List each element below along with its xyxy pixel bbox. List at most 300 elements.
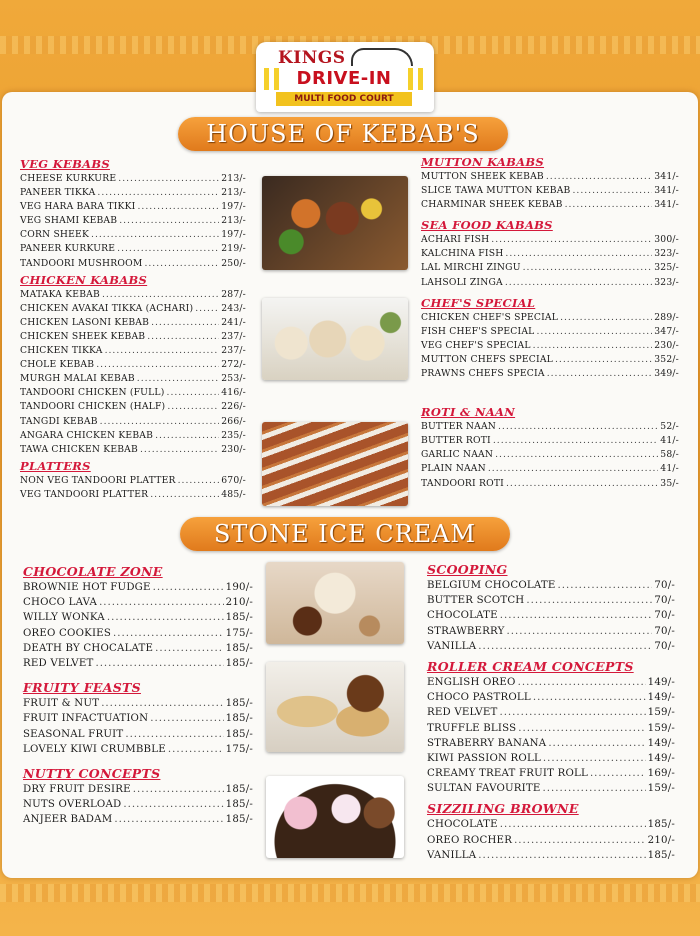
waffle-bowl-photo — [266, 662, 404, 752]
item-price: 149/- — [647, 752, 675, 764]
item-name: WILLY WONKA — [23, 612, 105, 624]
item-price: 175/- — [225, 743, 253, 755]
item-price: 213/- — [221, 215, 246, 227]
dot-leader — [590, 766, 646, 781]
item-price: 185/- — [225, 698, 253, 710]
bottom-border-pattern — [0, 884, 700, 902]
item-price: 169/- — [647, 768, 675, 780]
item-name: CHICKEN AVAKAI TIKKA (ACHARI) — [20, 302, 194, 314]
dot-leader — [491, 233, 652, 247]
menu-item — [20, 228, 246, 242]
item-price: 323/- — [654, 276, 679, 288]
section-title: VEG KEBABS — [20, 157, 110, 171]
item-name: DRY FRUIT DESIRE — [23, 783, 131, 795]
menu-item — [23, 797, 253, 812]
item-price: 185/- — [225, 728, 253, 740]
dot-leader — [478, 848, 645, 863]
dot-leader — [123, 797, 223, 812]
item-price: 41/- — [660, 435, 679, 447]
dot-leader — [546, 170, 652, 184]
item-price: 185/- — [225, 814, 253, 826]
menu-item — [20, 415, 246, 429]
logo-kings-text: KINGS — [278, 48, 346, 68]
menu-item — [427, 721, 675, 736]
section-title: CHOCOLATE ZONE — [23, 564, 163, 579]
item-name: CHICKEN TIKKA — [20, 345, 103, 357]
item-price: 70/- — [654, 595, 675, 607]
menu-item — [421, 198, 679, 212]
dot-leader — [507, 624, 653, 639]
menu-item — [421, 477, 679, 491]
dot-leader — [533, 690, 646, 705]
item-name: LAL MIRCHI ZINGU — [421, 262, 521, 274]
menu-item — [20, 358, 246, 372]
dot-leader — [500, 608, 653, 623]
dot-leader — [105, 344, 220, 358]
menu-item — [20, 474, 246, 488]
menu-item — [23, 711, 253, 726]
menu-item — [421, 325, 679, 339]
dot-leader — [495, 448, 658, 462]
menu-item — [20, 200, 246, 214]
menu-item — [427, 675, 675, 690]
ice-right-column — [427, 561, 675, 863]
dot-leader — [526, 593, 652, 608]
item-name: SLICE TAWA MUTTON KEBAB — [421, 185, 571, 197]
menu-item — [421, 247, 679, 261]
item-price: 323/- — [654, 248, 679, 260]
dot-leader — [547, 367, 653, 381]
item-price: 241/- — [221, 316, 246, 328]
item-price: 287/- — [221, 288, 246, 300]
dot-leader — [498, 420, 658, 434]
item-name: CHEESE KURKURE — [20, 173, 117, 184]
item-name: CHOCOLATE — [427, 819, 498, 831]
sundae-bowls-photo — [266, 776, 404, 858]
item-name: CHARMINAR SHEEK KEBAB — [421, 199, 563, 211]
item-name: FRUIT INFACTUATION — [23, 713, 149, 725]
dot-leader — [119, 214, 219, 228]
item-name: MUTTON SHEEK KEBAB — [421, 171, 544, 182]
menu-item — [427, 624, 675, 639]
car-icon — [351, 48, 413, 66]
menu-item — [427, 690, 675, 705]
dot-leader — [548, 736, 645, 751]
item-price: 185/- — [225, 657, 253, 669]
item-price: 230/- — [654, 339, 679, 351]
item-name: GARLIC NAAN — [421, 449, 494, 461]
item-price: 70/- — [654, 640, 675, 652]
item-price: 325/- — [654, 262, 679, 274]
dot-leader — [91, 228, 219, 242]
item-name: CHICKEN CHEF'S SPECIAL — [421, 311, 559, 323]
item-price: 52/- — [660, 421, 679, 433]
kebab-platter-photo — [262, 176, 408, 270]
item-name: TANDOORI ROTI — [421, 477, 505, 489]
item-price: 235/- — [221, 429, 246, 441]
menu-item — [23, 595, 253, 610]
item-name: CHOCOLATE — [427, 610, 498, 622]
dot-leader — [150, 488, 219, 502]
menu-item — [421, 434, 679, 448]
item-price: 416/- — [221, 387, 246, 399]
menu-item — [427, 751, 675, 766]
section-title: CHEF'S SPECIAL — [421, 295, 536, 310]
item-price: 341/- — [654, 199, 679, 211]
item-name: DEATH BY CHOCALATE — [23, 642, 154, 654]
item-price: 70/- — [654, 625, 675, 637]
item-price: 237/- — [221, 330, 246, 342]
menu-item — [427, 766, 675, 781]
section-title: FRUITY FEASTS — [23, 680, 141, 696]
dot-leader — [565, 198, 653, 212]
menu-item — [20, 386, 246, 400]
menu-section — [23, 765, 253, 828]
ice-left-column — [23, 563, 253, 827]
item-name: SULTAN FAVOURITE — [427, 783, 541, 795]
logo-subtitle: MULTI FOOD COURT — [276, 92, 412, 106]
menu-item — [421, 184, 679, 198]
item-name: TAWA CHICKEN KEBAB — [20, 443, 138, 455]
menu-item — [20, 372, 246, 386]
item-name: CHICKEN SHEEK KEBAB — [20, 330, 146, 342]
menu-item — [421, 420, 679, 434]
menu-section — [23, 679, 253, 757]
item-price: 272/- — [221, 359, 246, 371]
menu-item — [427, 705, 675, 720]
item-price: 159/- — [647, 722, 675, 734]
menu-item — [421, 170, 679, 184]
dot-leader — [95, 656, 223, 671]
dot-leader — [178, 474, 220, 488]
menu-item — [20, 316, 246, 330]
menu-section — [23, 563, 253, 671]
item-name: ENGLISH OREO — [427, 676, 516, 688]
menu-item — [20, 330, 246, 344]
logo-drive-in-text: DRIVE-IN — [264, 68, 424, 90]
item-name: TRUFFLE BLISS — [427, 722, 517, 734]
dot-leader — [493, 434, 658, 448]
dot-leader — [555, 353, 652, 367]
item-name: MATAKA KEBAB — [20, 288, 100, 300]
section-title: ROLLER CREAM CONCEPTS — [427, 658, 634, 674]
menu-item — [427, 833, 675, 848]
section-title: MUTTON KABABS — [421, 155, 545, 169]
item-price: 210/- — [225, 597, 253, 609]
dot-leader — [533, 339, 653, 353]
item-price: 58/- — [660, 449, 679, 461]
item-price: 159/- — [647, 707, 675, 719]
item-price: 210/- — [647, 834, 675, 846]
menu-item — [421, 462, 679, 476]
dot-leader — [114, 812, 223, 827]
item-price: 197/- — [221, 201, 246, 213]
section-title: CHICKEN KABABS — [20, 272, 148, 287]
item-price: 190/- — [225, 582, 253, 593]
menu-section — [20, 157, 246, 271]
kebab-left-column — [20, 157, 246, 502]
menu-item — [20, 400, 246, 414]
menu-item — [421, 448, 679, 462]
item-name: TANGDI KEBAB — [20, 415, 98, 427]
item-name: STRAWBERRY — [427, 625, 505, 637]
item-name: VANILLA — [427, 640, 477, 652]
dot-leader — [147, 330, 219, 344]
item-name: PLAIN NAAN — [421, 463, 486, 475]
menu-item — [427, 817, 675, 832]
item-name: ANGARA CHICKEN KEBAB — [20, 429, 154, 441]
dot-leader — [138, 200, 220, 214]
dot-leader — [137, 372, 219, 386]
item-name: SEASONAL FRUIT — [23, 728, 124, 740]
menu-section — [427, 658, 675, 797]
menu-item — [427, 608, 675, 623]
item-name: FRUIT & NUT — [23, 698, 100, 710]
item-price: 266/- — [221, 415, 246, 427]
menu-item — [20, 257, 246, 271]
dot-leader — [557, 578, 652, 593]
section-title: SEA FOOD KABABS — [421, 218, 553, 233]
menu-item — [23, 696, 253, 711]
section-title: ROTI & NAAN — [421, 405, 516, 420]
item-price: 185/- — [225, 799, 253, 811]
item-price: 185/- — [225, 612, 253, 624]
menu-item — [427, 781, 675, 796]
dot-leader — [505, 247, 652, 261]
menu-item — [20, 172, 246, 186]
logo — [256, 42, 434, 112]
menu-item — [20, 429, 246, 443]
dot-leader — [167, 400, 219, 414]
menu-item — [427, 593, 675, 608]
item-price: 175/- — [225, 627, 253, 639]
item-price: 185/- — [225, 713, 253, 725]
dot-leader — [523, 261, 653, 275]
item-price: 213/- — [221, 187, 246, 199]
item-price: 341/- — [654, 171, 679, 182]
dot-leader — [543, 751, 646, 766]
item-price: 250/- — [221, 257, 246, 269]
dot-leader — [500, 817, 646, 832]
ice-cream-cups-photo — [266, 562, 404, 644]
item-name: BUTTER SCOTCH — [427, 595, 525, 607]
menu-item — [20, 344, 246, 358]
section-title: SIZZILING BROWNE — [427, 801, 579, 817]
menu-item — [421, 367, 679, 381]
item-name: LAHSOLI ZINGA — [421, 276, 503, 288]
item-name: TANDOORI CHICKEN (FULL) — [20, 387, 165, 399]
dot-leader — [573, 184, 653, 198]
item-name: KIWI PASSION ROLL — [427, 752, 541, 764]
dot-leader — [478, 639, 652, 654]
menu-section — [427, 561, 675, 654]
item-name: CHICKEN LASONI KEBAB — [20, 316, 150, 328]
item-name: NON VEG TANDOORI PLATTER — [20, 474, 176, 486]
item-name: PANEER KURKURE — [20, 243, 116, 255]
menu-section — [421, 218, 679, 289]
item-price: 185/- — [647, 819, 675, 831]
item-name: OREO COOKIES — [23, 627, 111, 639]
dot-leader — [99, 595, 224, 610]
menu-item — [23, 641, 253, 656]
item-name: FISH CHEF'S SPECIAL — [421, 325, 535, 337]
dot-leader — [168, 742, 224, 757]
item-name: RED VELVET — [427, 707, 498, 719]
item-price: 70/- — [654, 580, 675, 591]
item-name: KALCHINA FISH — [421, 248, 504, 260]
item-name: ACHARI FISH — [421, 234, 490, 246]
section-title: PLATTERS — [20, 458, 91, 473]
menu-item — [427, 578, 675, 593]
item-name: VEG HARA BARA TIKKI — [20, 201, 136, 213]
menu-section — [20, 273, 246, 457]
dot-leader — [107, 610, 224, 625]
item-name: TANDOORI CHICKEN (HALF) — [20, 401, 166, 413]
item-price: 670/- — [221, 474, 246, 486]
dot-leader — [543, 781, 646, 796]
item-price: 243/- — [221, 302, 246, 314]
item-price: 253/- — [221, 373, 246, 385]
item-price: 213/- — [221, 173, 246, 184]
dot-leader — [113, 626, 224, 641]
menu-item — [421, 311, 679, 325]
item-name: ANJEER BADAM — [23, 814, 113, 826]
item-price: 485/- — [221, 488, 246, 500]
section-title: NUTTY CONCEPTS — [23, 765, 161, 781]
menu-item — [23, 812, 253, 827]
item-price: 230/- — [221, 443, 246, 455]
dot-leader — [536, 325, 652, 339]
malai-kebab-photo — [262, 298, 408, 380]
item-price: 237/- — [221, 345, 246, 357]
dot-leader — [155, 429, 219, 443]
menu-item — [20, 186, 246, 200]
item-name: CORN SHEEK — [20, 229, 90, 241]
item-name: CHOLE KEBAB — [20, 359, 95, 371]
dot-leader — [140, 443, 219, 457]
dot-leader — [155, 641, 224, 656]
kebab-right-column — [421, 155, 679, 491]
menu-item — [20, 443, 246, 457]
menu-item — [23, 782, 253, 797]
item-name: VEG TANDOORI PLATTER — [20, 488, 149, 500]
menu-section — [421, 155, 679, 212]
dot-leader — [195, 302, 219, 316]
menu-item — [23, 580, 253, 595]
item-price: 347/- — [654, 325, 679, 337]
dot-leader — [505, 276, 652, 290]
item-price: 289/- — [654, 311, 679, 323]
ice-cream-banner: STONE ICE CREAM — [180, 517, 510, 551]
menu-item — [23, 610, 253, 625]
menu-item — [421, 353, 679, 367]
dot-leader — [518, 721, 645, 736]
item-name: NUTS OVERLOAD — [23, 799, 122, 811]
item-price: 300/- — [654, 234, 679, 246]
item-price: 185/- — [647, 849, 675, 861]
item-name: STRABERRY BANANA — [427, 737, 547, 749]
seekh-kebab-photo — [262, 422, 408, 506]
item-price: 70/- — [654, 610, 675, 622]
menu-section — [20, 459, 246, 502]
item-price: 197/- — [221, 229, 246, 241]
section-title: SCOOPING — [427, 562, 508, 577]
item-name: TANDOORI MUSHROOM — [20, 257, 143, 269]
dot-leader — [97, 186, 219, 200]
dot-leader — [144, 257, 219, 271]
item-name: BUTTER ROTI — [421, 435, 491, 447]
dot-leader — [560, 311, 652, 325]
menu-item — [20, 242, 246, 256]
dot-leader — [101, 696, 223, 711]
dot-leader — [150, 711, 223, 726]
item-name: MURGH MALAI KEBAB — [20, 373, 135, 385]
dot-leader — [117, 242, 219, 256]
item-price: 341/- — [654, 185, 679, 197]
item-name: CREAMY TREAT FRUIT ROLL — [427, 768, 588, 780]
item-price: 149/- — [647, 676, 675, 688]
item-name: BELGIUM CHOCOLATE — [427, 580, 556, 591]
item-name: CHOCO PASTROLL — [427, 692, 531, 704]
menu-item — [421, 233, 679, 247]
dot-leader — [514, 833, 646, 848]
dot-leader — [488, 462, 658, 476]
menu-item — [427, 736, 675, 751]
dot-leader — [100, 415, 220, 429]
menu-item — [421, 276, 679, 290]
dot-leader — [499, 705, 645, 720]
item-price: 35/- — [660, 477, 679, 489]
menu-item — [23, 656, 253, 671]
menu-item — [23, 626, 253, 641]
menu-section — [421, 405, 679, 490]
item-name: RED VELVET — [23, 657, 94, 669]
item-price: 185/- — [225, 783, 253, 795]
item-price: 219/- — [221, 243, 246, 255]
menu-section — [427, 800, 675, 863]
dot-leader — [125, 727, 223, 742]
item-name: PRAWNS CHEFS SPECIA — [421, 368, 545, 380]
dot-leader — [506, 477, 658, 491]
item-price: 226/- — [221, 401, 246, 413]
item-price: 41/- — [660, 463, 679, 475]
item-name: VEG SHAMI KEBAB — [20, 215, 118, 227]
menu-item — [20, 288, 246, 302]
item-name: MUTTON CHEFS SPECIAL — [421, 353, 553, 365]
item-price: 149/- — [647, 692, 675, 704]
item-name: VEG CHEF'S SPECIAL — [421, 339, 531, 351]
item-price: 159/- — [647, 783, 675, 795]
dot-leader — [151, 316, 219, 330]
menu-item — [427, 639, 675, 654]
dot-leader — [118, 172, 219, 186]
menu-item — [421, 339, 679, 353]
dot-leader — [133, 782, 224, 797]
item-price: 352/- — [654, 353, 679, 365]
menu-item — [20, 302, 246, 316]
item-name: BUTTER NAAN — [421, 421, 497, 433]
item-name: CHOCO LAVA — [23, 597, 98, 609]
dot-leader — [518, 675, 646, 690]
dot-leader — [167, 386, 220, 400]
menu-item — [20, 488, 246, 502]
menu-item — [20, 214, 246, 228]
item-name: PANEER TIKKA — [20, 187, 96, 199]
item-price: 149/- — [647, 737, 675, 749]
item-price: 349/- — [654, 368, 679, 380]
item-price: 185/- — [225, 642, 253, 654]
menu-item — [421, 261, 679, 275]
